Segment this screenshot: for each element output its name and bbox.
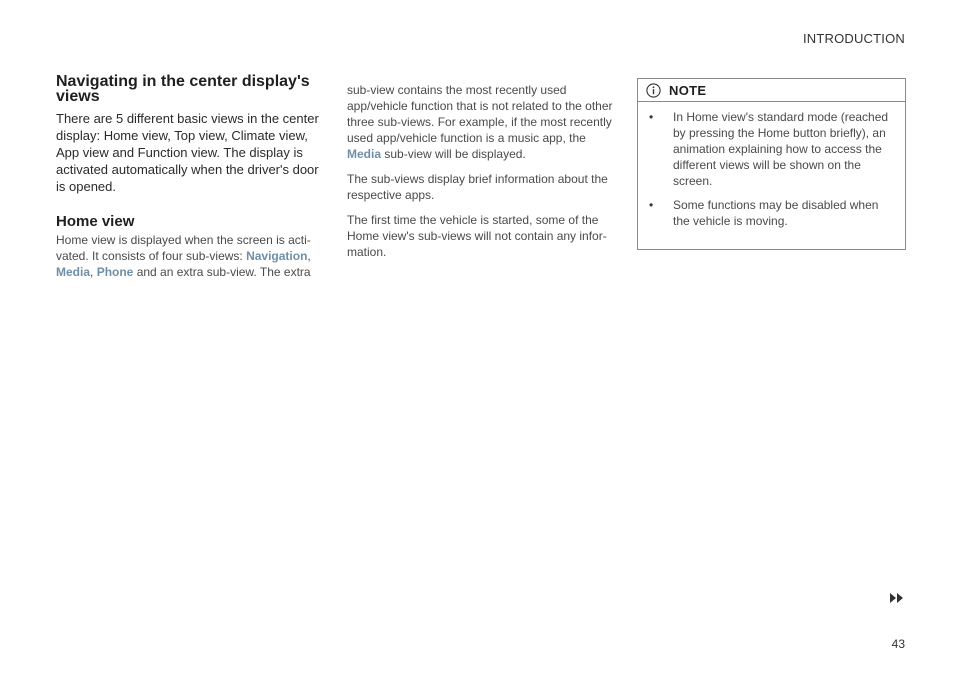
note-list (638, 109, 905, 229)
column-middle (347, 82, 613, 269)
note-item-text: Some functions may be disabled when the vehicle is moving. (673, 198, 879, 228)
first-start-paragraph: The first time the vehicle is started, some of the Home view's sub-views will not contain any infor-mation. (347, 213, 607, 259)
note-title: NOTE (669, 82, 707, 98)
note-box (637, 78, 906, 250)
text-run: sub-view will be displayed. (381, 147, 526, 161)
text-run: Home view is displayed when the screen is acti-vated. It consists of four sub-views: (56, 233, 311, 263)
text-run: sub-view contains the most recently used app/vehicle function that is not related to the other three sub-views. For example, if the most recently used app/vehicle function is a music app, the (347, 83, 613, 145)
note-header (638, 79, 905, 102)
brief-info-paragraph: The sub-views display brief information about the respective apps. (347, 172, 608, 202)
media-term: Media (347, 147, 382, 161)
column-left (56, 74, 324, 289)
home-view-heading: Home view (56, 213, 135, 230)
phone-term: Phone (96, 265, 134, 279)
text-run: and an extra sub-view. The extra (133, 265, 311, 279)
text-run: , (90, 265, 97, 279)
text-run: , (307, 249, 311, 263)
sub-view-paragraph (347, 82, 613, 162)
page-number: 43 (891, 637, 905, 651)
navigation-term: Navigation (246, 249, 308, 263)
info-icon (646, 83, 661, 98)
double-chevron-right-icon[interactable] (889, 590, 905, 600)
media-term: Media (56, 265, 91, 279)
home-view-paragraph (56, 232, 324, 280)
section-title: Navigating in the center display's views (56, 73, 310, 105)
note-item-text: In Home view's standard mode (reached by pressing the Home button briefly), an animation explaining how to access the different views will be shown on the screen. (673, 110, 889, 188)
list-item (646, 109, 893, 189)
bullet: • (649, 198, 654, 212)
list-item (646, 197, 893, 229)
running-header: INTRODUCTION (802, 31, 905, 46)
column-right (637, 78, 906, 250)
intro-paragraph: There are 5 different basic views in the center display: Home view, Top view, Climate view, App view and Function view. The display is activated automatically when the driver's door is opened. (56, 111, 319, 194)
bullet: • (649, 110, 654, 124)
